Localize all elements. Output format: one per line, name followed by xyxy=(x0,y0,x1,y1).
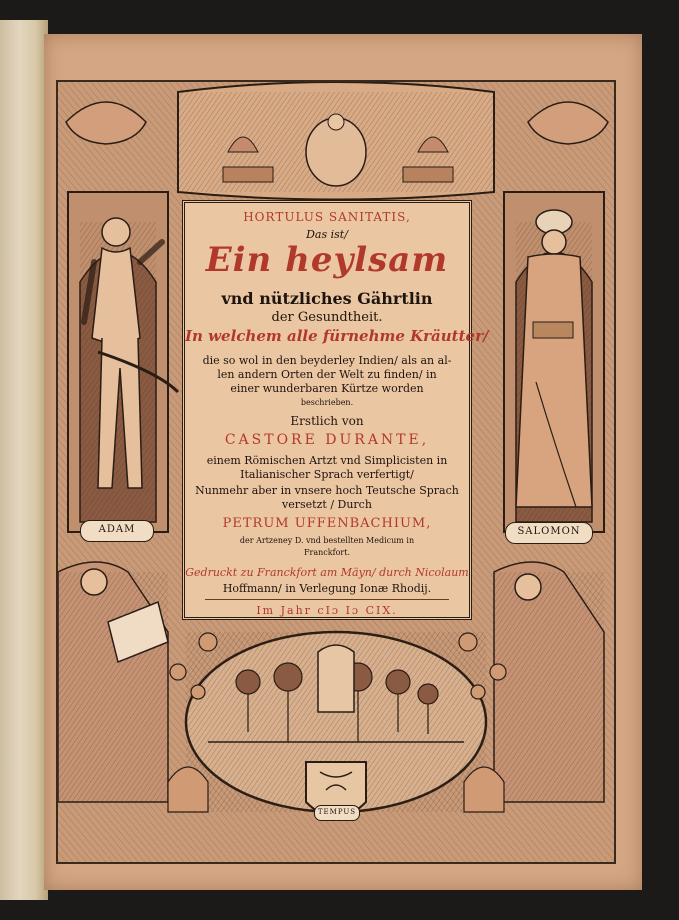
title-text-panel xyxy=(182,200,489,620)
title-author-intro: Erstlich von xyxy=(290,414,364,428)
title-description-line: beschrieben. xyxy=(300,398,354,407)
title-description-line: len andern Orten der Welt zu finden/ in xyxy=(217,368,437,381)
tempus-label: TEMPUS xyxy=(314,805,360,821)
title-author-desc: einem Römischen Artzt vnd Simplicisten in xyxy=(206,454,448,467)
title-description-line: die so wol in den beyderley Indien/ als an al- xyxy=(202,354,452,367)
title-translation-note: Nunmehr aber in vnsere hoch Teutsche Sprach xyxy=(195,484,459,497)
title-translator: PETRUM UFFENBACHIUM, xyxy=(222,516,432,531)
title-translator-desc: der Artzeney D. vnd bestellten Medicum in xyxy=(239,536,415,545)
title-author-desc: Italianischer Sprach verfertigt/ xyxy=(240,468,414,481)
adam-label: ADAM xyxy=(80,520,154,542)
title-translation-note: versetzt / Durch xyxy=(282,498,372,511)
title-subtitle: vnd nützliches Gährtlin xyxy=(221,289,433,308)
title-subtitle-2: der Gesundtheit. xyxy=(271,310,383,325)
title-main: Ein heylsam xyxy=(205,240,449,280)
title-publisher: Hoffmann/ in Verlegung Ionæ Rhodij. xyxy=(222,582,432,595)
book-page-edge xyxy=(0,20,48,900)
title-das-ist: Das ist/ xyxy=(306,228,348,241)
salomon-label: SALOMON xyxy=(505,522,593,544)
title-imprint: Gedruckt zu Franckfort am Mäyn/ durch Nicolaum xyxy=(185,566,469,579)
title-heading-latin: HORTULUS SANITATIS, xyxy=(243,210,411,224)
title-description-line: einer wunderbaren Kürtze worden xyxy=(230,382,424,395)
title-year: Im Jahr cIɔ Iɔ CIX. xyxy=(256,604,398,617)
title-divider xyxy=(205,599,449,600)
title-description-red: In welchem alle fürnehme Kräutter/ xyxy=(185,327,489,345)
title-translator-desc: Franckfort. xyxy=(304,548,350,557)
title-author: CASTORE DURANTE, xyxy=(224,432,430,448)
